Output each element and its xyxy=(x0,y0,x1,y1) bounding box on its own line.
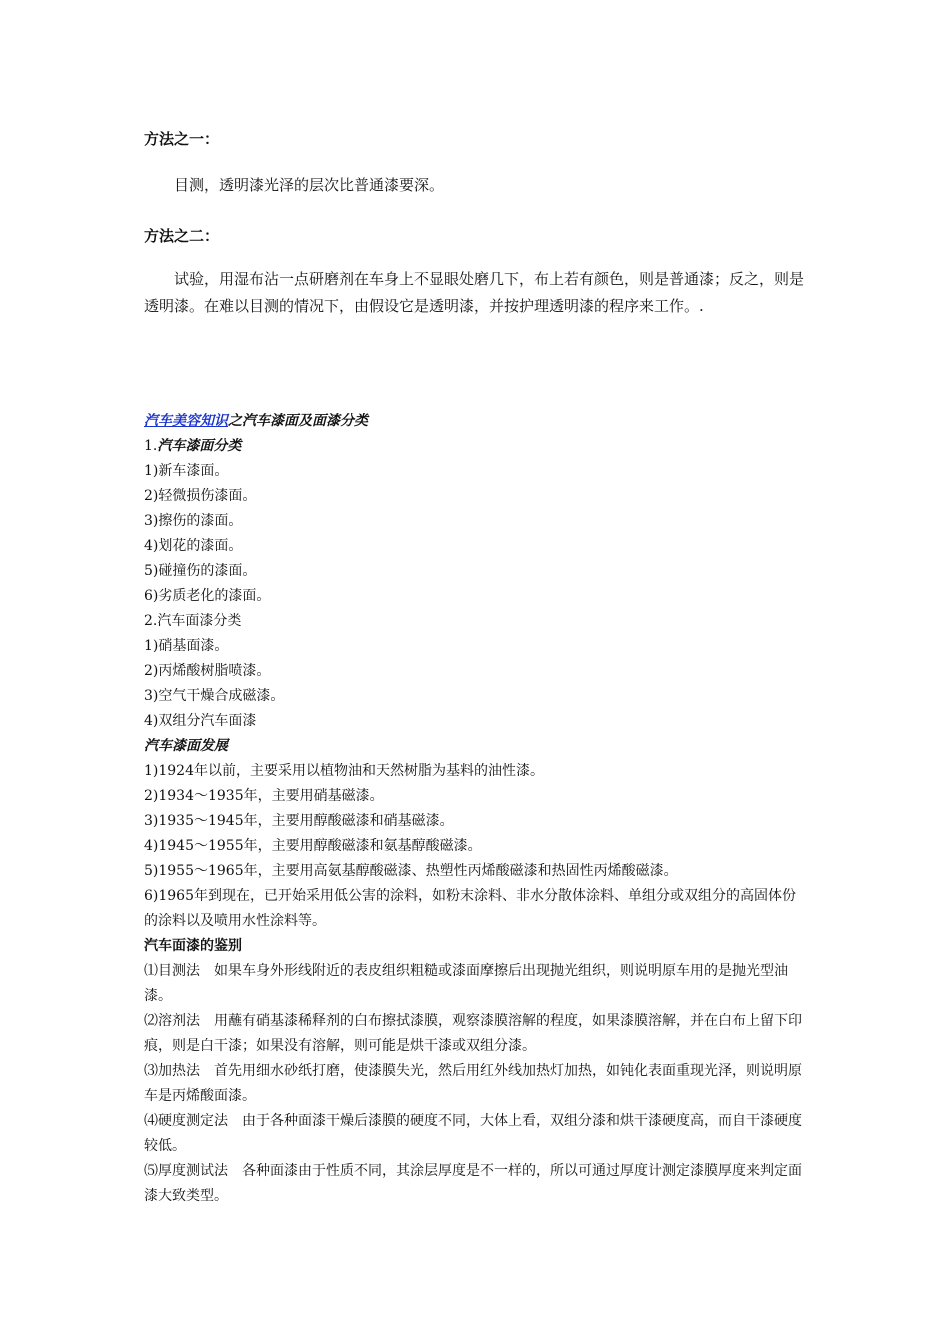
list-item: 5)碰撞伤的漆面。 xyxy=(144,563,257,579)
list-item: 5)1955～1965年，主要用高氨基醇酸磁漆、热塑性丙烯酸磁漆和热固性丙烯酸磁漆。 xyxy=(144,863,678,879)
list-item: 3)擦伤的漆面。 xyxy=(144,513,243,529)
list-item: 2)轻微损伤漆面。 xyxy=(144,488,257,504)
section2-title: 2.汽车面漆分类 xyxy=(144,613,242,629)
title-rest: 之汽车漆面及面漆分类 xyxy=(228,413,368,429)
list-item: ⑶加热法 首先用细水砂纸打磨，使漆膜失光，然后用红外线加热灯加热，如钝化表面重现光泽，则说明原车是丙烯酸面漆。 xyxy=(144,1063,802,1104)
list-item: 6)1965年到现在，已开始采用低公害的涂料，如粉末涂料、非水分散体涂料、单组分或双组分的高固体份的涂料以及喷用水性涂料等。 xyxy=(144,888,796,929)
method2-text: 试验，用湿布沾一点研磨剂在车身上不显眼处磨几下，布上若有颜色，则是普通漆；反之，则是透明漆。在难以目测的情况下，由假设它是透明漆，并按护理透明漆的程序来工作。. xyxy=(144,270,805,315)
method1-heading: 方法之一： xyxy=(144,130,220,148)
list-item: 3)1935～1945年，主要用醇酸磁漆和硝基磁漆。 xyxy=(144,813,454,829)
list-item: 2)丙烯酸树脂喷漆。 xyxy=(144,663,271,679)
section1-title xyxy=(144,434,808,459)
article-body xyxy=(144,409,808,1209)
list-item: ⑵溶剂法 用蘸有硝基漆稀释剂的白布擦拭漆膜，观察漆膜溶解的程度，如果漆膜溶解，并在白布上留下印痕，则是白干漆；如果没有溶解，则可能是烘干漆或双组分漆。 xyxy=(144,1013,802,1054)
article-title xyxy=(144,409,808,434)
list-item: ⑸厚度测试法 各种面漆由于性质不同，其涂层厚度是不一样的，所以可通过厚度计测定漆膜厚度来判定面漆大致类型。 xyxy=(144,1163,802,1204)
list-item: ⑷硬度测定法 由于各种面漆干燥后漆膜的硬度不同，大体上看，双组分漆和烘干漆硬度高，而自干漆硬度较低。 xyxy=(144,1113,802,1154)
list-item: 1)新车漆面。 xyxy=(144,463,229,479)
list-item: 4)1945～1955年，主要用醇酸磁漆和氨基醇酸磁漆。 xyxy=(144,838,482,854)
list-item: 3)空气干燥合成磁漆。 xyxy=(144,688,285,704)
section4-title: 汽车面漆的鉴别 xyxy=(144,938,242,954)
list-item: 6)劣质老化的漆面。 xyxy=(144,588,271,604)
list-item: 2)1934～1935年，主要用硝基磁漆。 xyxy=(144,788,384,804)
title-link[interactable]: 汽车美容知识 xyxy=(144,413,228,429)
section3-title: 汽车漆面发展 xyxy=(144,738,228,754)
section1-num: 1. xyxy=(144,438,158,454)
list-item: 1)1924年以前，主要采用以植物油和天然树脂为基料的油性漆。 xyxy=(144,763,544,779)
list-item: 1)硝基面漆。 xyxy=(144,638,229,654)
method1-text: 目测，透明漆光泽的层次比普通漆要深。 xyxy=(174,176,445,194)
section1-title-text: 汽车漆面分类 xyxy=(157,438,242,454)
list-item: ⑴目测法 如果车身外形线附近的表皮组织粗糙或漆面摩擦后出现抛光组织，则说明原车用的是抛光型油漆。 xyxy=(144,963,788,1004)
list-item: 4)划花的漆面。 xyxy=(144,538,243,554)
method2-heading: 方法之二： xyxy=(144,227,220,245)
list-item: 4)双组分汽车面漆 xyxy=(144,713,257,729)
